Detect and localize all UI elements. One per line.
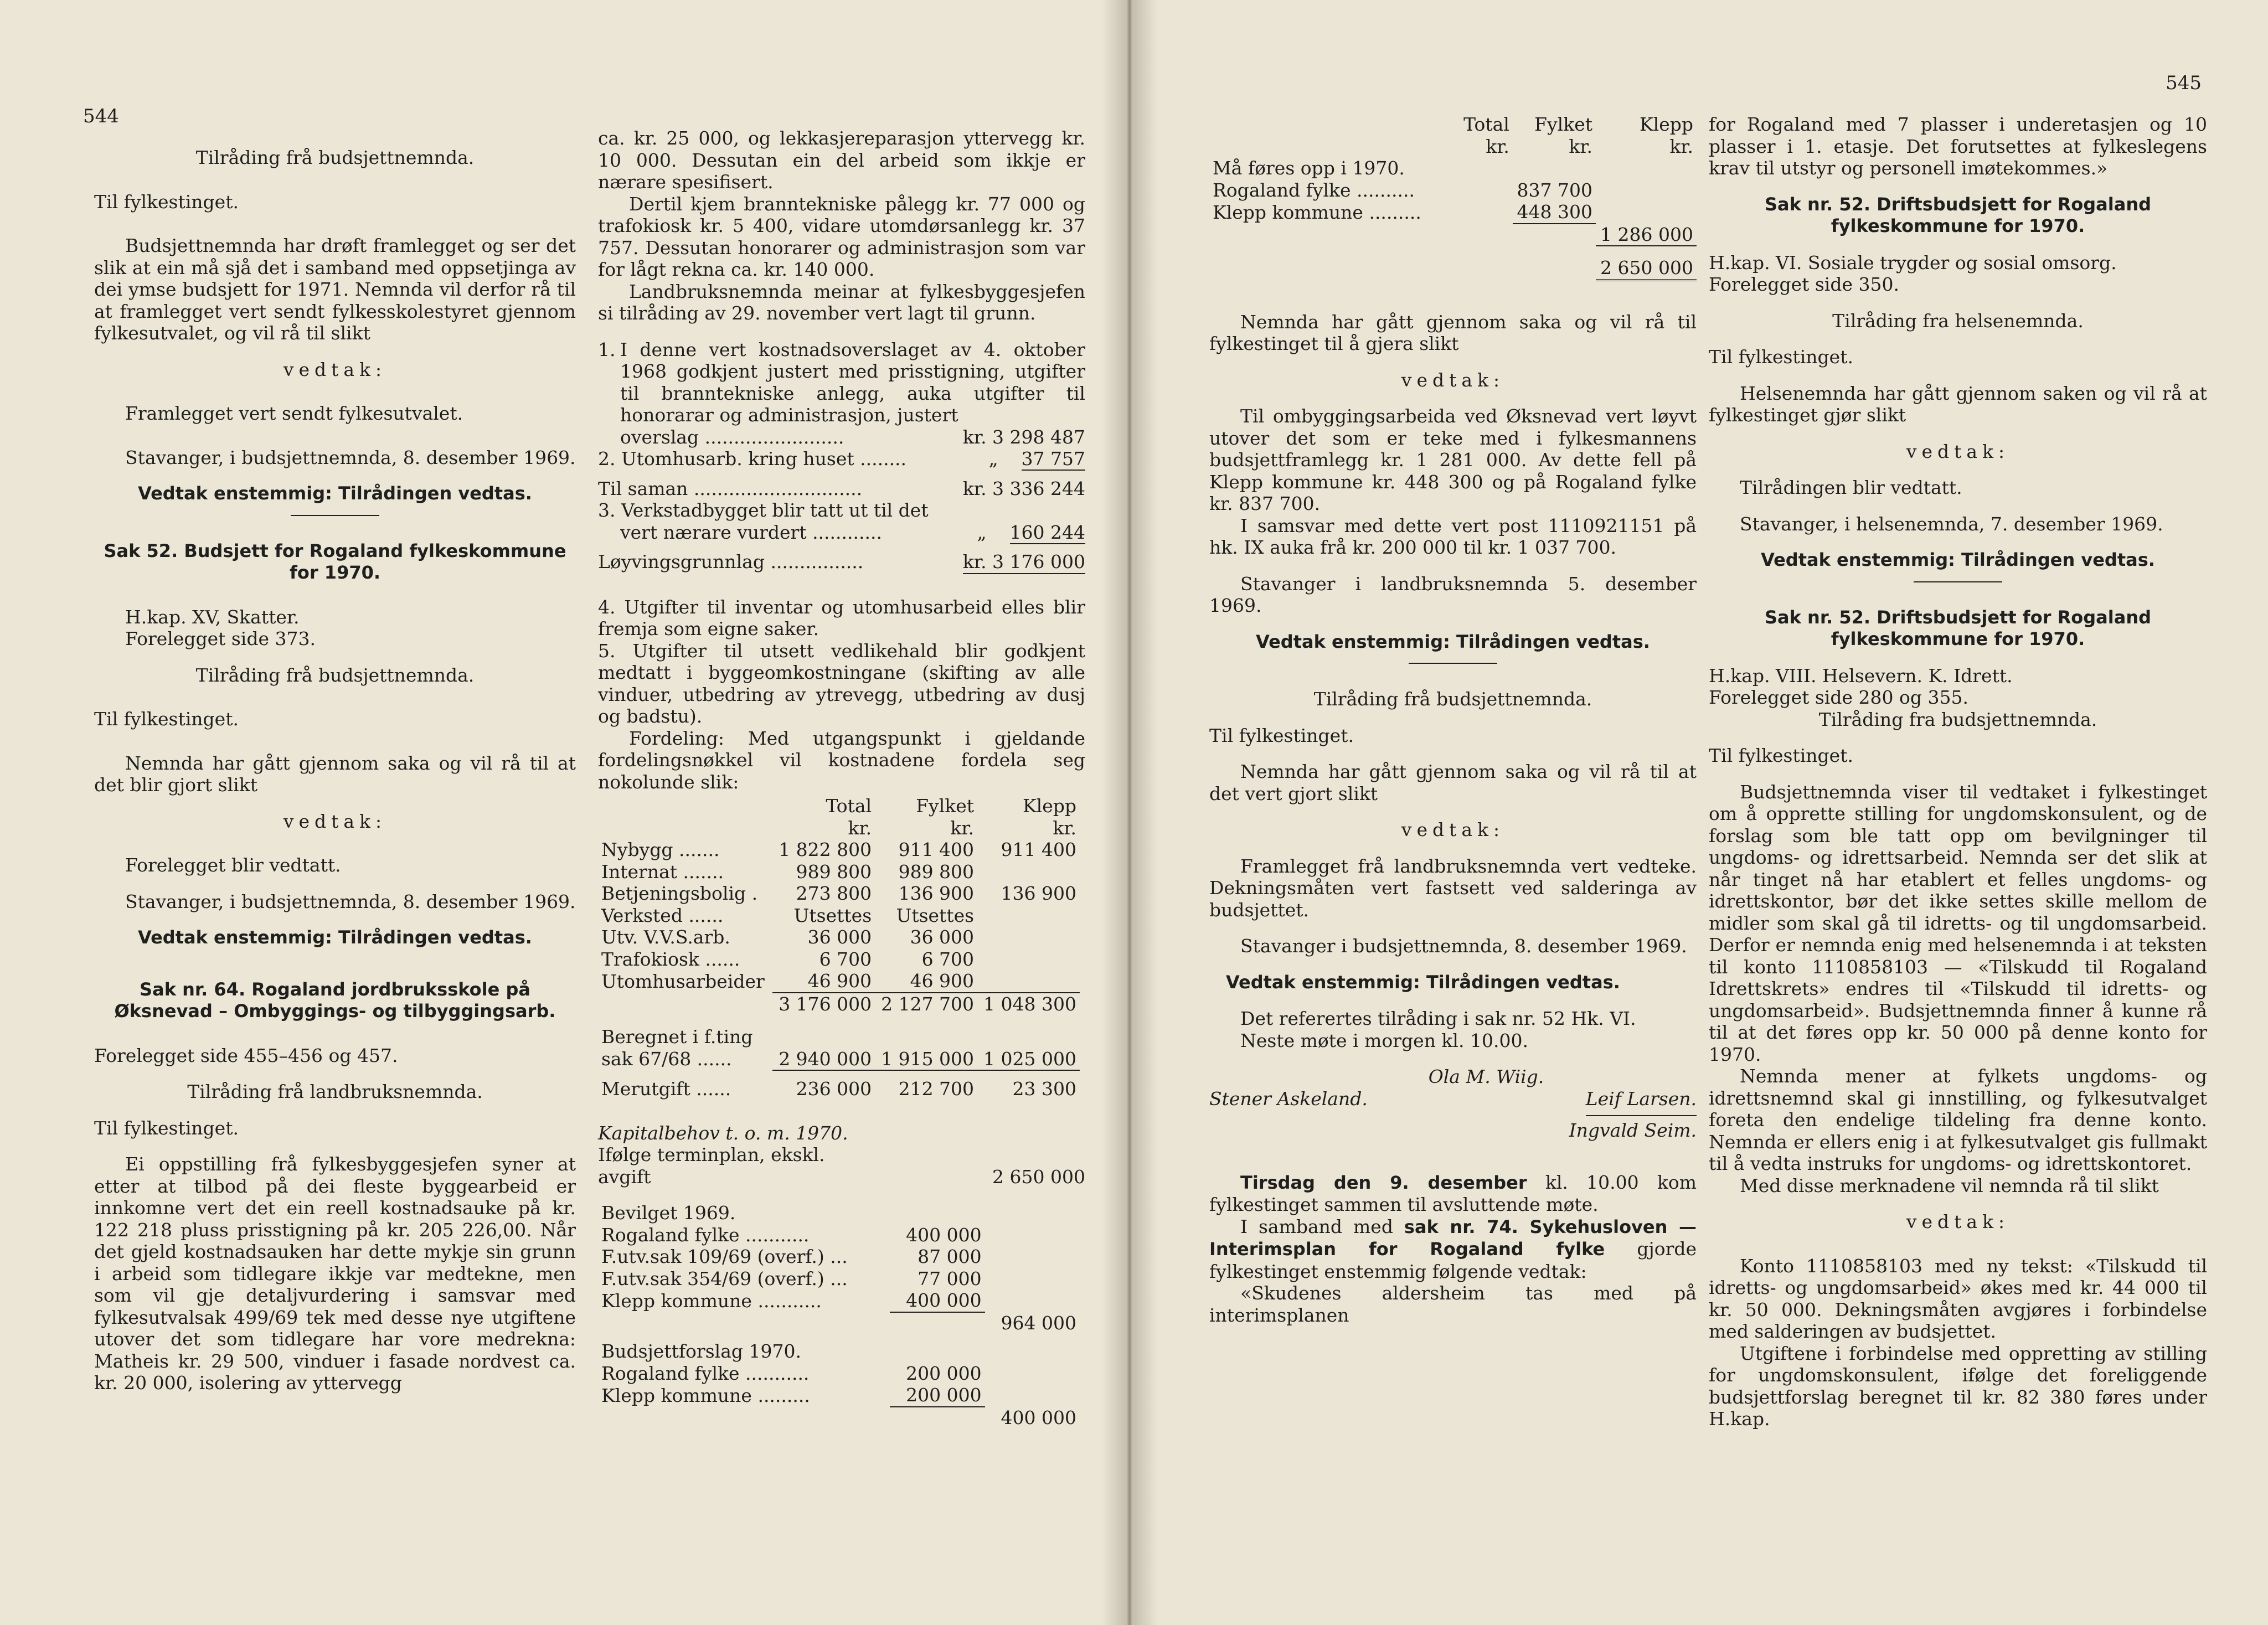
- signature: Ola M. Wiig.: [1428, 1066, 1544, 1087]
- chapter-ref: H.kap. VI. Sosiale trygder og sosial omsorg.: [1709, 251, 2117, 274]
- case-heading: Sak nr. 52. Driftsbudsjett for Rogaland fylkeskommune for 1970.: [1764, 193, 2151, 236]
- page-ref: Forelegget side 280 og 355.: [1709, 687, 1968, 708]
- paragraph: Dertil kjem branntekniske pålegg kr. 77 000 og trafokiosk kr. 5 400, vidare utomdørsanlegg kr. 37 757. Dessutan honorarer og administrasjon som var for lågt rekna ca. kr. 140 000.: [598, 193, 1085, 280]
- addressee: Til fylkestinget.: [1709, 745, 1853, 766]
- divider: [291, 515, 379, 516]
- paragraph: Forelegget blir vedtatt.: [125, 854, 341, 876]
- addressee: Til fylkestinget.: [94, 708, 239, 730]
- table-row: Rogaland fylke .......... 837 700: [1213, 179, 1592, 201]
- page-ref: Forelegget side 373.: [125, 628, 316, 649]
- paragraph: Det referertes tilråding i sak nr. 52 Hk. VI.: [1240, 1008, 1636, 1029]
- table-row: Bevilget 1969.: [601, 1202, 736, 1224]
- vedtak-label: vedtak:: [283, 358, 387, 380]
- table-sum-row: 400 000: [1001, 1406, 1076, 1428]
- recommendation-heading: Tilråding fra budsjettnemnda.: [1818, 708, 2097, 730]
- vedtak-label: vedtak:: [1906, 440, 2010, 462]
- paragraph: Utgiftene i forbindelse med oppretting av stilling for ungdomskonsulent, ifølge det foreliggende budsjettforslag beregnet til kr. 82 380 føres under H.kap.: [1709, 1342, 2207, 1430]
- paragraph: Nemnda har gått gjennom saka og vil rå til at det blir gjort slikt: [94, 752, 576, 796]
- table-row: Budsjettforslag 1970.: [601, 1340, 801, 1362]
- place-date: Stavanger i landbruksnemnda 5. desember 1969.: [1209, 572, 1697, 616]
- paragraph: «Skudenes aldersheim tas med på interimsplanen: [1209, 1282, 1697, 1326]
- chapter-ref: H.kap. VIII. Helsevern. K. Idrett.: [1709, 664, 2013, 687]
- table-row: Trafokiosk ...... 6 700 6 700: [601, 948, 975, 970]
- recommendation-heading: Tilråding frå budsjettnemnda.: [1313, 688, 1592, 710]
- place-date: Stavanger i budsjettnemnda, 8. desember 1969.: [1240, 935, 1687, 957]
- signature: Stener Askeland.: [1209, 1087, 1368, 1110]
- signature: Leif Larsen.: [1585, 1087, 1697, 1110]
- addressee: Til fylkestinget.: [94, 1117, 239, 1139]
- table-header-units: kr. kr. kr.: [848, 817, 1076, 839]
- addressee: Til fylkestinget.: [1209, 724, 1354, 746]
- resolution: Vedtak enstemmig: Tilrådingen vedtas.: [1256, 631, 1650, 652]
- table-row: 1 286 000: [1209, 224, 1697, 246]
- paragraph: Landbruksnemnda meinar at fylkesbyggesjefen si tilråding av 29. november vert lagt til grunn.: [598, 280, 1085, 324]
- table-row: Må føres opp i 1970.: [1213, 157, 1405, 179]
- paragraph: Framlegget vert sendt fylkesutvalet.: [125, 403, 463, 424]
- paragraph: I samband med sak nr. 74. Sykehusloven — Interimsplan for Rogaland fylke gjorde fylkestinget enstemmig følgende vedtak:: [1209, 1215, 1697, 1282]
- table-header: Total Fylket Klepp: [1463, 114, 1693, 135]
- table-row: Klepp kommune ......... 448 300: [1209, 201, 1697, 224]
- grant-basis: Løyvingsgrunnlag ................ kr. 3 176 000: [598, 551, 1085, 574]
- right-column-1: [1209, 114, 1697, 1326]
- table-row: Nybygg ....... 1 822 800 911 400 911 400: [601, 839, 1076, 860]
- addressee: Til fylkestinget.: [1709, 346, 1853, 368]
- table-row: Beregnet i f.ting: [601, 1026, 753, 1048]
- table-row: Verksted ...... Utsettes Utsettes: [601, 904, 975, 926]
- capital-needs-line: Ifølge terminplan, ekskl.: [598, 1144, 825, 1165]
- table-row: Utomhusarbeider 46 900 46 900: [598, 970, 1080, 993]
- paragraph: Budsjettnemnda har drøft framlegget og ser det slik at ein må sjå det i samband med oppsetjinga av dei ymse budsjett for 1971. Nemnda vil derfor rå til at framlegget vert sendt fylkesskolestyret gjennom fylkesutvalet, og vil rå til slikt: [94, 235, 576, 344]
- chapter-ref: H.kap. XV, Skatter.: [125, 606, 300, 628]
- recommendation-heading: Tilråding frå budsjettnemnda.: [195, 147, 475, 168]
- subtotal: Til saman ............................. kr. 3 336 244: [598, 477, 1085, 499]
- divider: [1409, 663, 1497, 664]
- paragraph: ca. kr. 25 000, og lekkasjereparasjon yttervegg kr. 10 000. Dessutan ein del arbeid som ikkje er nærare spesifisert.: [598, 127, 1085, 193]
- table-row: Internat ....... 989 800 989 800: [601, 860, 975, 883]
- table-row: Klepp kommune ........... 400 000: [598, 1289, 1080, 1312]
- table-row: Klepp kommune ......... 200 000: [598, 1384, 1080, 1407]
- divider: [1586, 1115, 1697, 1116]
- paragraph: Ei oppstilling frå fylkesbyggesjefen syner at etter at tilbod på dei fleste byggearbeid er innkomne vert det ein reell kostnadsauke på kr. 122 218 pluss prisstigning på kr. 205 226,00. Når det gjeld kostnadsauken har dette mykje sin grunn i arbeid som tidlegare ikkje var medtekne, men som vil gje detaljvurdering i samsvar med fylkesutvalsak 499/69 tek med desse nye utgiftene utover det som tidlegare har vore medrekna: Matheis kr. 29 500, vinduer i fasade nordvest ca. kr. 20 000, isolering av yttervegg: [94, 1153, 576, 1394]
- paragraph: Fordeling: Med utgangspunkt i gjeldande fordelingsnøkkel vil kostnadene fordela seg nokolunde slik:: [598, 727, 1085, 793]
- place-date: Stavanger, i budsjettnemnda, 8. desember 1969.: [125, 890, 576, 912]
- book-gutter: [1102, 0, 1157, 1625]
- left-page: [0, 0, 1127, 1625]
- paragraph: Nemnda mener at fylkets ungdoms- og idrettsnemnd skal gi innstilling, og fylkesutvalget foreta den endelige tildeling fra denne konto. Nemnda er ellers enig i at fylkesutvalget gis fullmakt til å vedta instruks for ungdoms- og idrettskontoret.: [1709, 1065, 2207, 1174]
- place-date: Stavanger, i helsenemnda, 7. desember 1969.: [1740, 513, 2163, 535]
- paragraph: Konto 1110858103 med ny tekst: «Tilskudd til idretts- og ungdomsarbeid» økes med kr. 44 000 til kr. 50 000. Dekningsmåten avgjøres i forbindelse med salderingen av budsjettet.: [1709, 1255, 2207, 1342]
- addressee: Til fylkestinget.: [94, 190, 239, 213]
- list-item-1: 1. I denne vert kostnadsoverslaget av 4. oktober 1968 godkjent justert med prisstigning, utgifter til branntekniske anlegg, auka utgifter til honorarar og administrasjon, justert: [598, 338, 1085, 426]
- paragraph: Neste møte i morgen kl. 10.00.: [1240, 1029, 1528, 1051]
- paragraph: Framlegget frå landbruksnemnda vert vedteke. Dekningsmåten vert fastsett ved salderinga av budsjettet.: [1209, 855, 1697, 921]
- paragraph: Helsenemnda har gått gjennom saken og vil rå at fylkestinget gjør slikt: [1709, 382, 2207, 426]
- case-heading: Sak nr. 52. Driftsbudsjett for Rogaland fylkeskommune for 1970.: [1764, 606, 2151, 649]
- resolution: Vedtak enstemmig: Tilrådingen vedtas.: [1761, 549, 2155, 570]
- paragraph: for Rogaland med 7 plasser i underetasjen og 10 plasser i 1. etasje. Det forutsettes at fylkeslegens krav til utstyr og personell imøtekommes.»: [1709, 114, 2207, 179]
- divider: [1914, 581, 2002, 582]
- recommendation-heading: Tilråding frå budsjettnemnda.: [195, 664, 475, 686]
- case-heading: Sak 52. Budsjett for Rogaland fylkeskommune for 1970.: [104, 540, 566, 583]
- list-item-2: 2. Utomhusarb. kring huset ........ „ 37 757: [598, 448, 1085, 470]
- vedtak-label: vedtak:: [283, 810, 387, 832]
- paragraph: Tilrådingen blir vedtatt.: [1740, 477, 1962, 498]
- vedtak-label: vedtak:: [1401, 819, 1505, 840]
- left-column-1: [94, 147, 576, 1394]
- list-item-3: 3. Verkstadbygget blir tatt ut til det: [598, 499, 929, 521]
- table-row: Rogaland fylke ........... 200 000: [601, 1362, 982, 1384]
- table-row: Betjeningsbolig . 273 800 136 900 136 900: [601, 883, 1076, 904]
- signature-row: [1209, 1088, 1697, 1110]
- table-row: Merutgift ...... 236 000 212 700 23 300: [601, 1078, 1076, 1100]
- list-item-3-value: vert nærare vurdert ............ „ 160 244: [620, 521, 1085, 543]
- list-item-5: 5. Utgifter til utsett vedlikehald blir godkjent medtatt i byggeomkostningane (skifting av alle vinduer, utbedring av ytrevegg, utbedring av dusj og badstu).: [598, 639, 1085, 727]
- table-sum-row: 2 650 000: [1209, 257, 1697, 280]
- place-date: Stavanger, i budsjettnemnda, 8. desember 1969.: [125, 446, 576, 468]
- table-row: F.utv.sak 354/69 (overf.) ... 77 000: [601, 1267, 982, 1289]
- page-number: 545: [2166, 72, 2202, 94]
- left-column-2: [598, 127, 1085, 1428]
- vedtak-label: vedtak:: [1906, 1211, 2010, 1232]
- distribution-table: [598, 795, 1080, 1100]
- recommendation-heading: Tilråding fra helsenemnda.: [1832, 309, 2084, 332]
- bevilget-table: [598, 1202, 1080, 1428]
- case-heading: Sak nr. 64. Rogaland jordbruksskole på Øksnevad – Ombyggings- og tilbyggingsarb.: [114, 978, 556, 1022]
- right-column-2: [1709, 114, 2207, 1430]
- resolution: Vedtak enstemmig: Tilrådingen vedtas.: [138, 927, 532, 948]
- recommendation-heading: Tilråding frå landbruksnemnda.: [187, 1081, 483, 1102]
- vedtak-label: vedtak:: [1401, 369, 1505, 391]
- paragraph: Med disse merknadene vil nemnda rå til slikt: [1740, 1174, 2159, 1196]
- paragraph: Nemnda har gått gjennom saka og vil rå til at det vert gjort slikt: [1209, 761, 1697, 804]
- capital-needs-total: avgift 2 650 000: [598, 1165, 1085, 1188]
- table-header: Total Fylket Klepp: [826, 795, 1076, 817]
- list-item-4: 4. Utgifter til inventar og utomhusarbeid elles blir fremja som eigne saker.: [598, 596, 1085, 639]
- signature: Ingvald Seim.: [1569, 1120, 1697, 1141]
- resolution: Vedtak enstemmig: Tilrådingen vedtas.: [1226, 971, 1620, 993]
- paragraph: Budsjettnemnda viser til vedtaket i fylkestinget om å opprette stilling for ungdomskonsulent, og de forslag som ble tatt opp om bevilgninger til ungdoms- og idrettsarbeid. Nemnda ser det slik at når tinget nå har etablert et felles ungdoms- og idrettskontor, bør det ikke settes skille mellom de midler som skal gå til idretts- og til ungdomsarbeid. Derfor er nemnda enig med helsenemnda i at teksten til konto 1110858103 — «Tilskudd til Rogaland Idrettskrets» endres til «Tilskudd til idretts- og ungdomsarbeid». Budsjettnemnda finner å kunne rå til at det føres opp kr. 50 000 på denne konto for 1970.: [1709, 781, 2207, 1065]
- table-row: Rogaland fylke ........... 400 000: [601, 1224, 982, 1246]
- table-sum-row: 964 000: [1001, 1312, 1076, 1334]
- paragraph: Til ombyggingsarbeida ved Øksnevad vert løyvt utover det som er teke med i fylkesmannens budsjettframlegg kr. 1 281 000. Av dette fell på Klepp kommune kr. 448 300 og på Rogaland fylke kr. 837 700.: [1209, 405, 1697, 514]
- capital-needs-heading: Kapitalbehov t. o. m. 1970.: [598, 1122, 848, 1144]
- page-number: 544: [83, 105, 119, 127]
- capital-table: [1209, 114, 1697, 281]
- right-page: [1127, 0, 2268, 1625]
- paragraph: Nemnda har gått gjennom saka og vil rå til fylkestinget til å gjera slikt: [1209, 311, 1697, 354]
- resolution: Vedtak enstemmig: Tilrådingen vedtas.: [138, 483, 532, 504]
- paragraph: Tirsdag den 9. desember kl. 10.00 kom fylkestinget sammen til avsluttende møte.: [1209, 1171, 1697, 1215]
- list-item-1-total: overslag ........................ kr. 3 298 487: [620, 426, 1085, 448]
- paragraph: I samsvar med dette vert post 1110921151 på hk. IX auka frå kr. 200 000 til kr. 1 037 700.: [1209, 514, 1697, 558]
- table-row: Utv. V.V.S.arb. 36 000 36 000: [601, 926, 975, 948]
- page-ref: Forelegget side 350.: [1709, 274, 1899, 295]
- table-sum-row: 3 176 000 2 127 700 1 048 300: [779, 993, 1076, 1015]
- table-header-units: kr. kr. kr.: [1486, 135, 1693, 157]
- table-row: sak 67/68 ...... 2 940 000 1 915 000 1 025 000: [598, 1048, 1080, 1071]
- table-row: F.utv.sak 109/69 (overf.) ... 87 000: [601, 1246, 982, 1267]
- page-ref: Forelegget side 455–456 og 457.: [94, 1044, 398, 1066]
